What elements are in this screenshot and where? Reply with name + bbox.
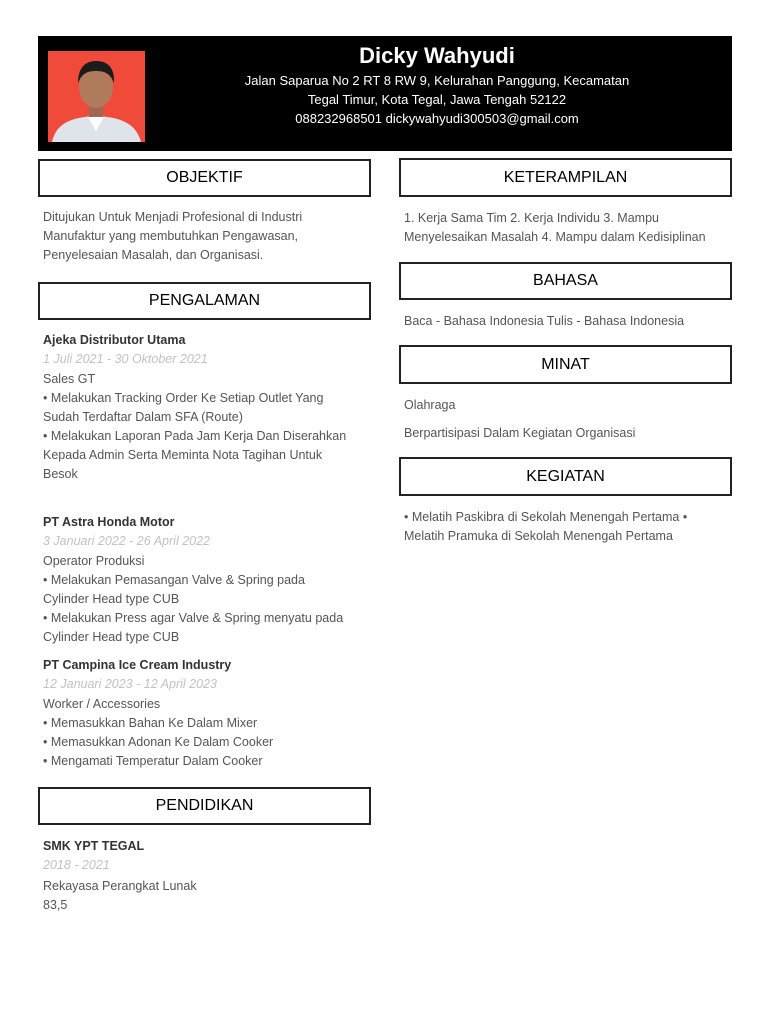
bahasa-text: Baca - Bahasa Indonesia Tulis - Bahasa Indonesia bbox=[404, 314, 685, 328]
job-line: Kepada Admin Serta Meminta Nota Tagihan Untuk bbox=[43, 448, 323, 462]
job-period: 12 Januari 2023 - 12 April 2023 bbox=[43, 677, 217, 691]
job-line: • Melakukan Pemasangan Valve & Spring pada bbox=[43, 573, 305, 587]
job-line: Sudah Terdaftar Dalam SFA (Route) bbox=[43, 410, 243, 424]
job-description bbox=[43, 370, 373, 484]
address-line-1: Jalan Saparua No 2 RT 8 RW 9, Kelurahan Panggung, Kecamatan bbox=[244, 73, 630, 88]
job-company: PT Campina Ice Cream Industry bbox=[43, 658, 232, 672]
section-heading-minat: MINAT bbox=[399, 345, 732, 384]
job-period: 1 Juli 2021 - 30 Oktober 2021 bbox=[43, 352, 208, 366]
school-name: SMK YPT TEGAL bbox=[43, 839, 145, 853]
contact-info: 088232968501 dickywahyudi300503@gmail.com bbox=[295, 111, 579, 126]
section-heading-kegiatan: KEGIATAN bbox=[399, 457, 732, 496]
job-line: • Melakukan Press agar Valve & Spring menyatu pada bbox=[43, 611, 344, 625]
job-line: Cylinder Head type CUB bbox=[43, 630, 180, 644]
school-major: Rekayasa Perangkat Lunak bbox=[43, 879, 197, 893]
candidate-name: Dicky Wahyudi bbox=[359, 43, 515, 68]
section-heading-pendidikan: PENDIDIKAN bbox=[38, 787, 371, 825]
job-line: Sales GT bbox=[43, 372, 96, 386]
job-company: PT Astra Honda Motor bbox=[43, 515, 175, 529]
section-heading-objektif: OBJEKTIF bbox=[38, 159, 371, 197]
minat-item: Olahraga bbox=[404, 398, 456, 412]
job-description bbox=[43, 552, 373, 647]
job-line: Cylinder Head type CUB bbox=[43, 592, 180, 606]
job-line: Besok bbox=[43, 467, 78, 481]
objektif-text bbox=[43, 208, 373, 265]
section-heading-pengalaman: PENGALAMAN bbox=[38, 282, 371, 320]
profile-photo bbox=[48, 51, 145, 142]
job-line: • Memasukkan Bahan Ke Dalam Mixer bbox=[43, 716, 258, 730]
person-portrait-icon bbox=[48, 51, 145, 142]
job-line: Operator Produksi bbox=[43, 554, 145, 568]
job-line: • Mengamati Temperatur Dalam Cooker bbox=[43, 754, 263, 768]
job-line: • Melakukan Tracking Order Ke Setiap Outlet Yang bbox=[43, 391, 324, 405]
section-heading-keterampilan: KETERAMPILAN bbox=[399, 158, 732, 197]
education-details bbox=[43, 877, 373, 915]
objektif-line: Manufaktur yang membutuhkan Pengawasan, bbox=[43, 229, 299, 243]
job-period: 3 Januari 2022 - 26 April 2022 bbox=[43, 534, 211, 548]
job-description bbox=[43, 695, 373, 771]
objektif-line: Ditujukan Untuk Menjadi Profesional di Industri bbox=[43, 210, 303, 224]
job-company: Ajeka Distributor Utama bbox=[43, 333, 186, 347]
kegiatan-text bbox=[404, 508, 744, 546]
minat-item: Berpartisipasi Dalam Kegiatan Organisasi bbox=[404, 426, 636, 440]
job-line: • Melakukan Laporan Pada Jam Kerja Dan Diserahkan bbox=[43, 429, 347, 443]
header-text bbox=[158, 36, 716, 128]
job-line: • Memasukkan Adonan Ke Dalam Cooker bbox=[43, 735, 274, 749]
skill-line: Menyelesaikan Masalah 4. Mampu dalam Kedisiplinan bbox=[404, 230, 706, 244]
activity-line: Melatih Pramuka di Sekolah Menengah Pertama bbox=[404, 529, 673, 543]
section-heading-bahasa: BAHASA bbox=[399, 262, 732, 300]
objektif-line: Penyelesaian Masalah, dan Organisasi. bbox=[43, 248, 264, 262]
activity-line: • Melatih Paskibra di Sekolah Menengah Pertama • bbox=[404, 510, 688, 524]
address-line-2: Tegal Timur, Kota Tegal, Jawa Tengah 52122 bbox=[307, 92, 567, 107]
keterampilan-text bbox=[404, 209, 744, 247]
job-line: Worker / Accessories bbox=[43, 697, 161, 711]
school-score: 83,5 bbox=[43, 898, 68, 912]
resume-header bbox=[38, 36, 732, 151]
school-period: 2018 - 2021 bbox=[43, 858, 110, 872]
skill-line: 1. Kerja Sama Tim 2. Kerja Individu 3. Mampu bbox=[404, 211, 659, 225]
